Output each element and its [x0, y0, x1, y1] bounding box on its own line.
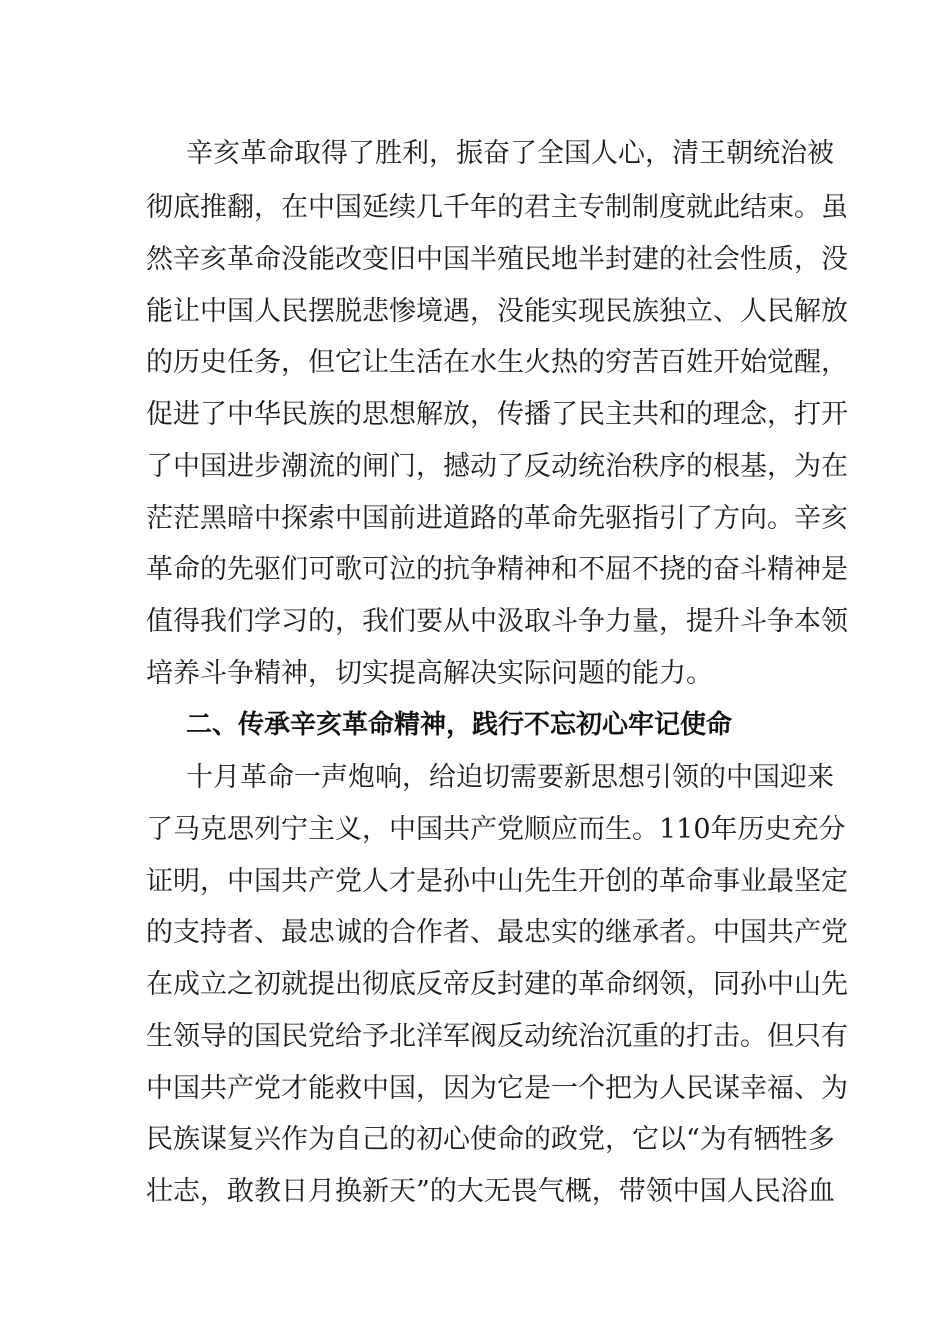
paragraph-1-line-6: 促进了中华民族的思想解放，传播了民主共和的理念，打开	[146, 399, 848, 430]
paragraph-2-line-4: 的支持者、最忠诚的合作者、最忠实的继承者。中国共产党	[146, 917, 848, 948]
paragraph-1-line-9: 革命的先驱们可歌可泣的抗争精神和不屈不挠的奋斗精神是	[146, 554, 848, 585]
paragraph-2-line-1: 十月革命一声炮响，给迫切需要新思想引领的中国迎来	[186, 762, 834, 793]
paragraph-1-line-8: 茫茫黑暗中探索中国前进道路的革命先驱指引了方向。辛亥	[146, 503, 848, 534]
paragraph-1-line-10: 值得我们学习的，我们要从中汲取斗争力量，提升斗争本领	[146, 606, 848, 637]
paragraph-2-line-6: 生领导的国民党给予北洋军阀反动统治沉重的打击。但只有	[146, 1021, 848, 1052]
paragraph-1-line-1: 辛亥革命取得了胜利，振奋了全国人心，清王朝统治被	[186, 138, 834, 169]
paragraph-2-line-5: 在成立之初就提出彻底反帝反封建的革命纲领，同孙中山先	[146, 969, 848, 1000]
section-heading: 二、传承辛亥革命精神，践行不忘初心牢记使命	[186, 710, 733, 740]
paragraph-2-line-2: 了马克思列宁主义，中国共产党顺应而生。110年历史充分	[146, 814, 846, 845]
paragraph-2-line-8: 民族谋复兴作为自己的初心使命的政党，它以“为有牺牲多	[146, 1124, 835, 1155]
paragraph-1-line-2: 彻底推翻，在中国延续几千年的君主专制制度就此结束。虽	[146, 192, 848, 223]
paragraph-1-line-11: 培养斗争精神，切实提高解决实际问题的能力。	[146, 658, 713, 689]
paragraph-1-line-7: 了中国进步潮流的闸门，撼动了反动统治秩序的根基，为在	[146, 451, 848, 482]
paragraph-1-line-4: 能让中国人民摆脱悲惨境遇，没能实现民族独立、人民解放	[146, 296, 848, 327]
paragraph-2-line-7: 中国共产党才能救中国，因为它是一个把为人民谋幸福、为	[146, 1073, 848, 1104]
paragraph-1-line-3: 然辛亥革命没能改变旧中国半殖民地半封建的社会性质，没	[146, 244, 848, 275]
paragraph-2-line-3: 证明，中国共产党人才是孙中山先生开创的革命事业最坚定	[146, 866, 848, 897]
paragraph-1-line-5: 的历史任务，但它让生活在水生火热的穷苦百姓开始觉醒，	[146, 347, 848, 378]
paragraph-2-line-9: 壮志，敢教日月换新天”的大无畏气概，带领中国人民浴血	[146, 1176, 835, 1207]
